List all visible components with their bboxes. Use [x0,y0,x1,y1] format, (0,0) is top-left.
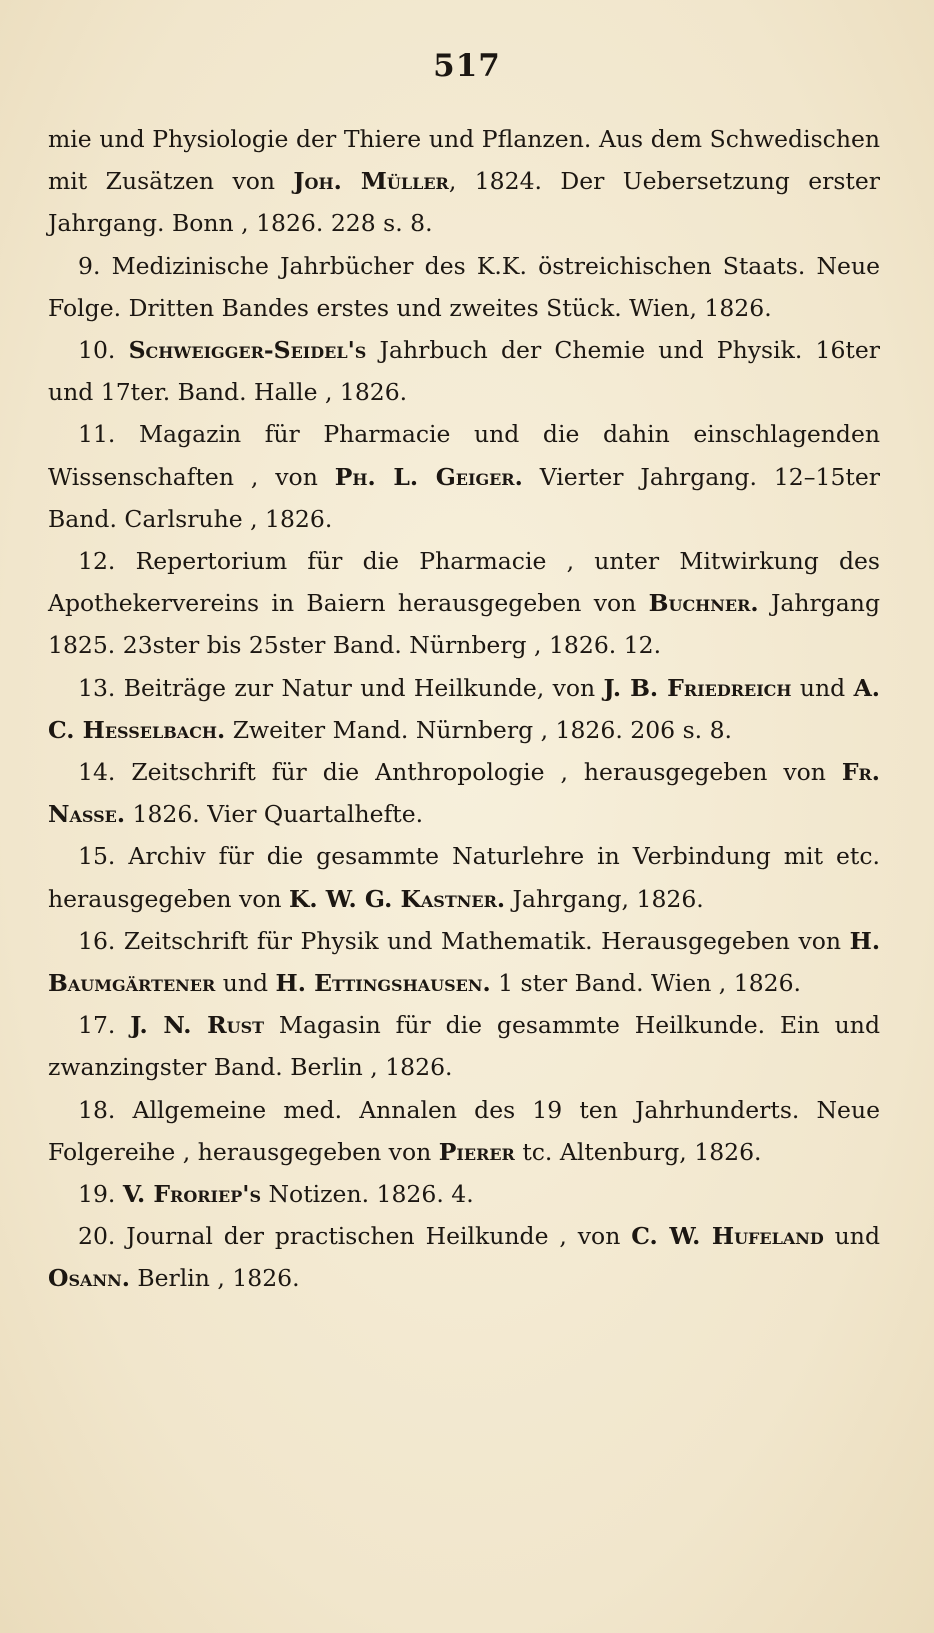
author-name: Pierer [438,1137,515,1166]
author-name: Buchner. [648,589,759,618]
bibliography-entry [48,540,880,667]
entry-continuation [48,118,880,245]
entry-text: und [215,969,276,998]
bibliography-entry [48,1173,880,1215]
bibliography-entry [48,245,880,329]
author-name: K. W. G. Kastner. [288,884,506,913]
entry-text: 10. [78,336,129,365]
entry-text: 15. Archiv für die gesammte Naturlehre in Verbindung mit etc. herausgegeben von [48,842,880,913]
entry-text: 11. Magazin für Pharmacie und die dahin einschlagenden Wissenschaften , von [48,420,880,491]
author-name: Osann. [48,1264,130,1293]
entry-text: 1 ster Band. Wien , 1826. [490,969,802,998]
entry-text: Berlin , 1826. [129,1264,300,1293]
entry-text: Jahrbuch der Chemie und Physik. 16ter und 17ter. Band. Halle , 1826. [48,336,881,407]
author-name: J. N. Rust [130,1011,265,1040]
author-name: J. B. Friedreich [603,673,792,702]
entry-text: Jahrgang 1825. 23ster bis 25ster Band. Nürnberg , 1826. 12. [48,589,880,660]
entry-text: , 1824. Der Uebersetzung erster Jahrgang. Bonn , 1826. 228 s. 8. [48,167,880,238]
entry-text: 19. [78,1180,123,1209]
entry-text: mie und Physiologie der Thiere und Pflanzen. Aus dem Schwedischen mit Zusätzen von [48,125,880,196]
entry-text: Notizen. 1826. 4. [261,1180,474,1209]
author-name: C. W. Hufeland [631,1222,824,1251]
page-number: 517 [433,48,501,84]
author-name: H. Baumgärtener [48,926,880,998]
bibliography-entry [48,920,880,1004]
entry-text: 1826. Vier Quartalhefte. [125,800,424,829]
bibliography-entry [48,751,880,835]
bibliography-entry [48,1089,880,1173]
bibliography-entry [48,835,880,919]
entry-text: 16. Zeitschrift für Physik und Mathematik. Herausgegeben von [78,926,850,955]
entry-text: Magasin für die gesammte Heilkunde. Ein und zwanzingster Band. Berlin , 1826. [48,1011,880,1082]
entry-text: 13. Beiträge zur Natur und Heilkunde, von [78,673,604,702]
bibliography-text [48,118,880,1300]
entry-text: tc. Altenburg, 1826. [514,1137,762,1166]
author-name: A. C. Hesselbach. [48,673,880,744]
author-name: H. Ettingshausen. [275,969,491,998]
bibliography-entry [48,329,880,413]
bibliography-entry [48,1215,880,1299]
author-name: Joh. Müller [293,167,449,196]
entry-text: und [823,1222,880,1251]
entry-text: 14. Zeitschrift für die Anthropologie , herausgegeben von [78,758,842,787]
entry-text: 12. Repertorium für die Pharmacie , unter Mitwirkung des Apothekervereins in Baiern herausgegeben von [48,547,880,618]
author-name: V. Froriep's [122,1180,262,1209]
entry-text: Zweiter Mand. Nürnberg , 1826. 206 s. 8. [225,715,733,744]
bibliography-entry [48,667,880,751]
entry-text: 17. [78,1011,131,1040]
author-name: Schweigger-Seidel's [128,336,367,365]
bibliography-entry [48,1004,880,1088]
entry-text: und [791,673,854,702]
entry-text: 18. Allgemeine med. Annalen des 19 ten Jahrhunderts. Neue Folgereihe , herausgegeben von [48,1095,880,1166]
entry-text: 9. Medizinische Jahrbücher des K.K. östreichischen Staats. Neue Folge. Dritten Bandes erstes und zweites Stück. Wien, 1826. [48,251,880,322]
bibliography-entry [48,413,880,540]
author-name: Ph. L. Geiger. [334,462,523,491]
entry-text: Jahrgang, 1826. [505,884,704,913]
author-name: Fr. Nasse. [48,758,880,829]
entry-text: 20. Journal der practischen Heilkunde , von [78,1222,632,1251]
entry-text: Vierter Jahrgang. 12–15ter Band. Carlsruhe , 1826. [48,462,880,533]
